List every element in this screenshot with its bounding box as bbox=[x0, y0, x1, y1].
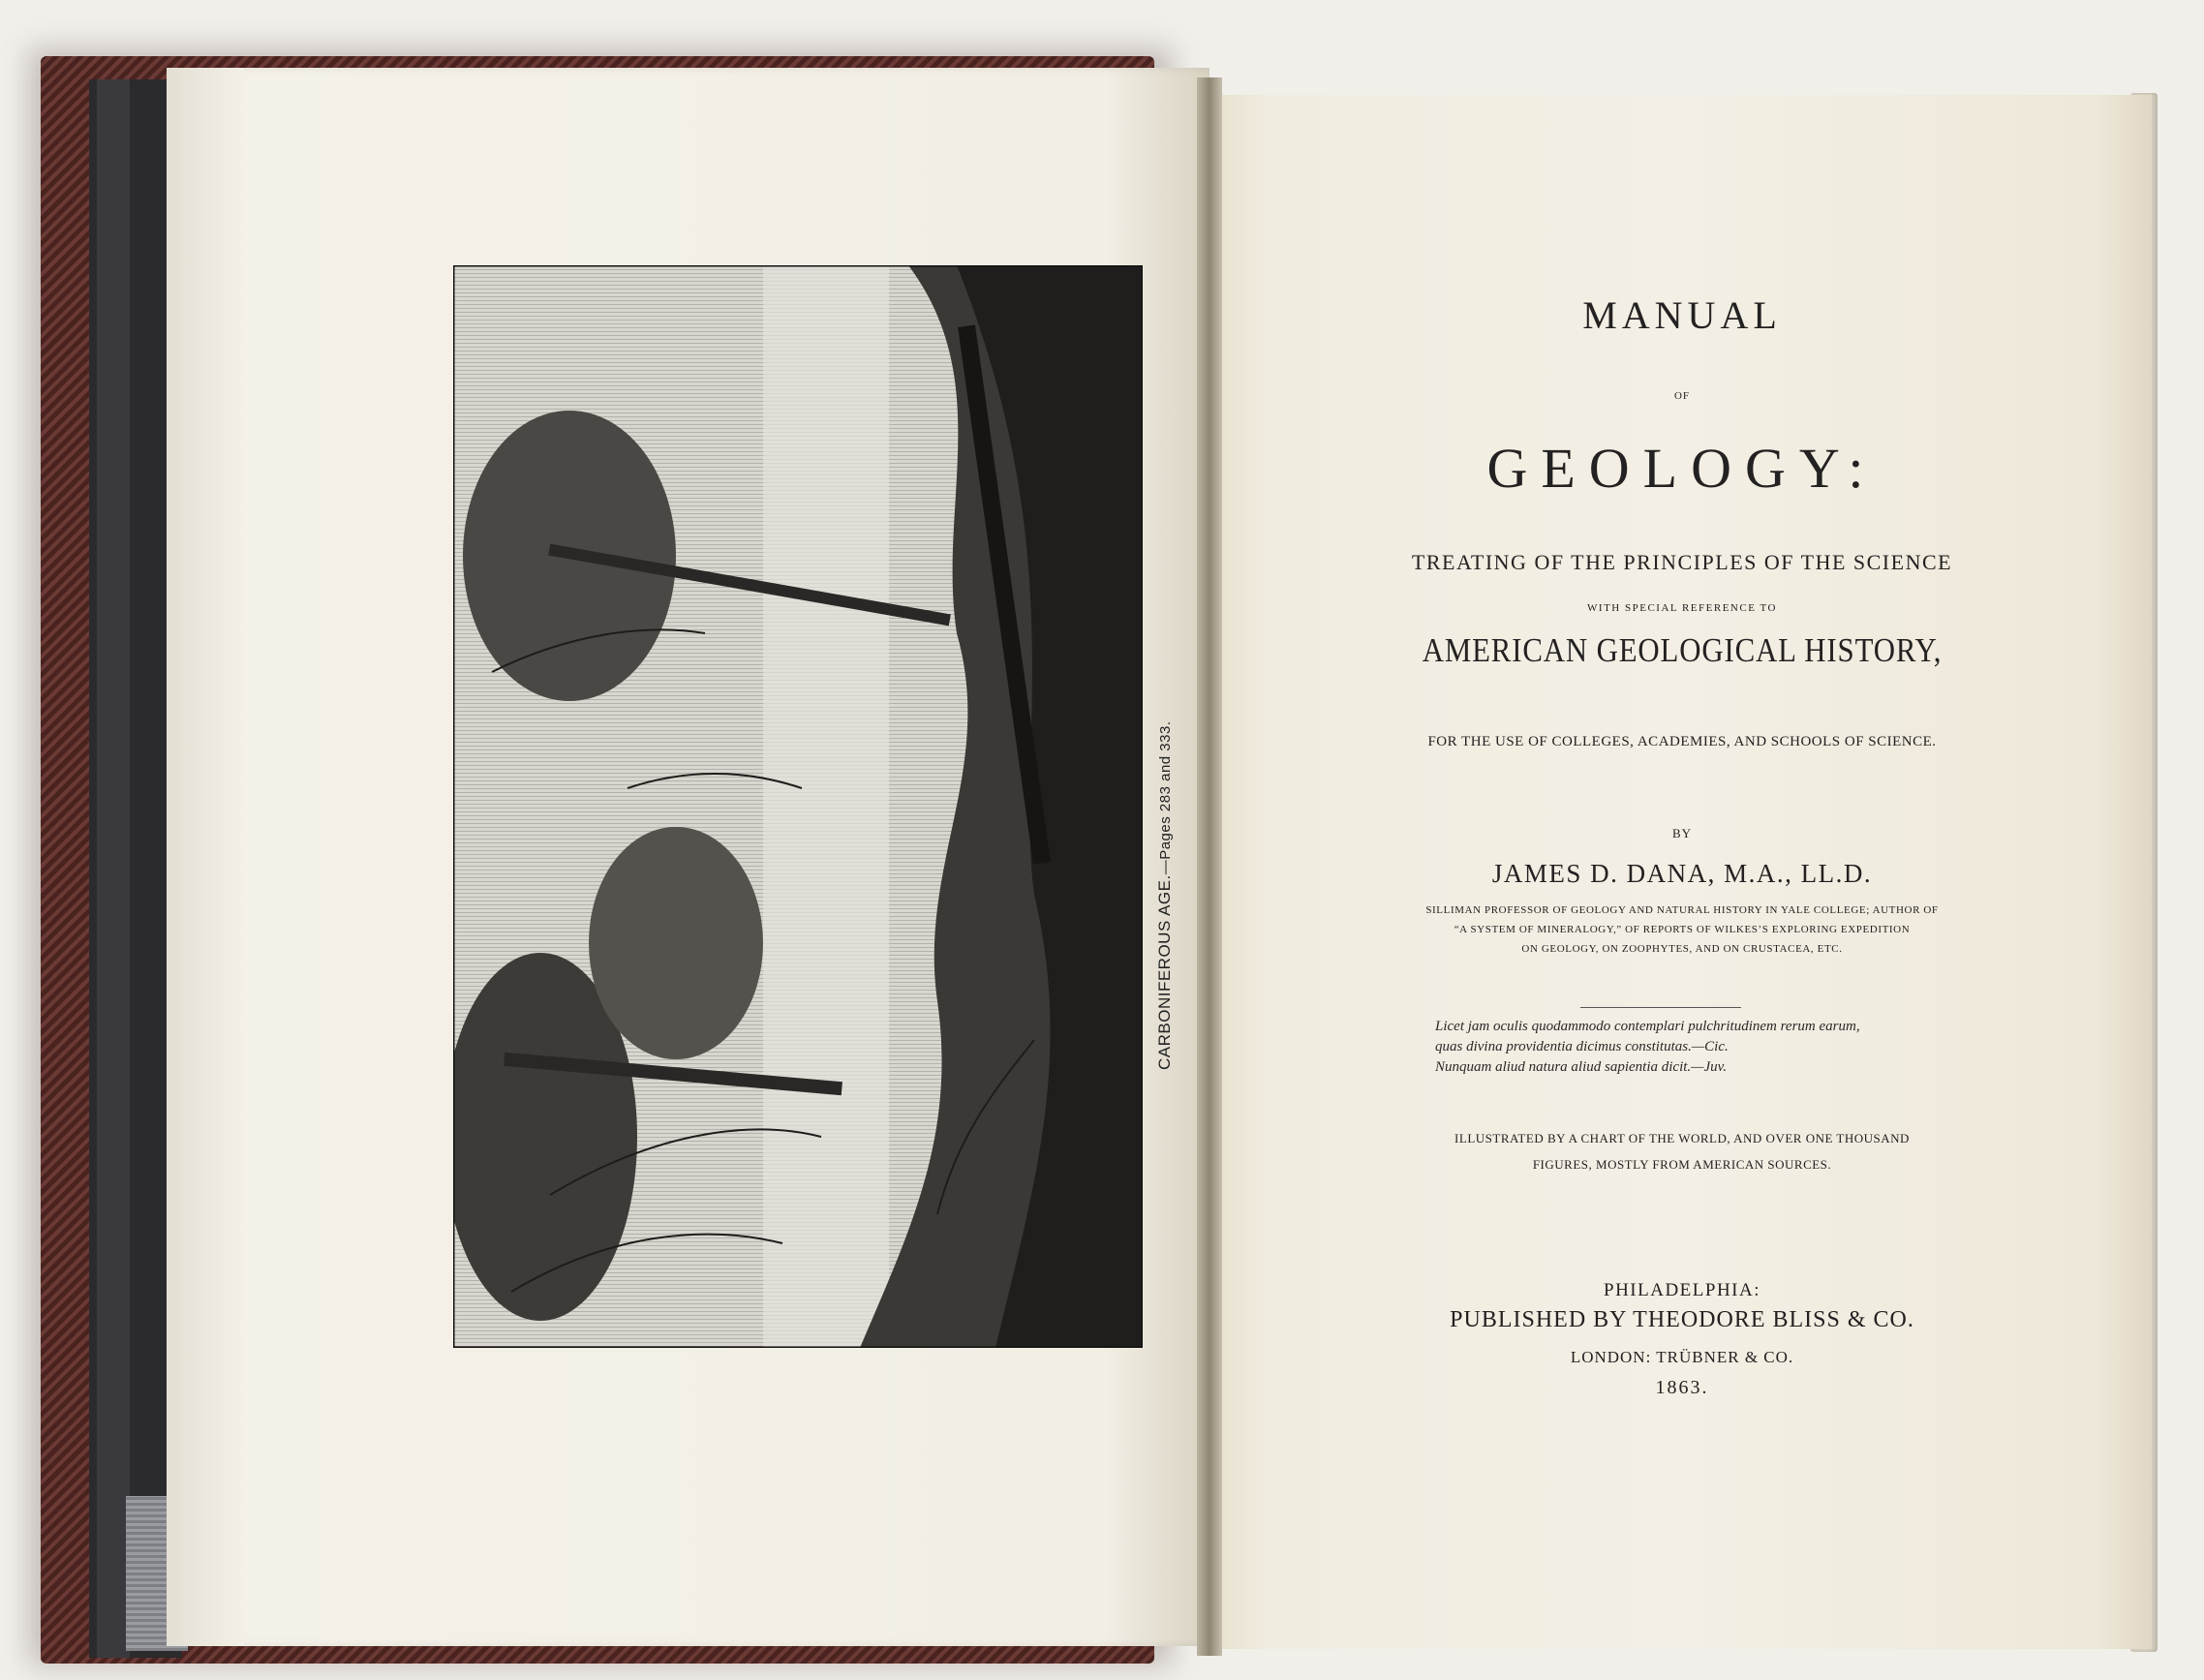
caption-title: CARBONIFEROUS AGE. bbox=[1155, 874, 1174, 1070]
divider-rule bbox=[1580, 1007, 1741, 1008]
publication-place: PHILADELPHIA: bbox=[1604, 1280, 1760, 1300]
author-credentials-line: SILLIMAN PROFESSOR OF GEOLOGY AND NATURAL HISTORY IN YALE COLLEGE; AUTHOR OF bbox=[1425, 904, 1939, 916]
author-name: JAMES D. DANA, M.A., LL.D. bbox=[1491, 859, 1873, 888]
caption-pages: —Pages 283 and 333. bbox=[1157, 720, 1174, 875]
by-line: BY bbox=[1671, 826, 1693, 840]
illustrated-line: ILLUSTRATED BY A CHART OF THE WORLD, AND OVER ONE THOUSAND bbox=[1454, 1131, 1910, 1145]
frontispiece-caption bbox=[1155, 586, 1180, 1070]
title-manual: MANUAL bbox=[1582, 293, 1782, 337]
page-edge bbox=[167, 68, 244, 1646]
carboniferous-engraving bbox=[453, 265, 1143, 1348]
publisher: PUBLISHED BY THEODORE BLISS & CO. bbox=[1450, 1307, 1914, 1332]
epigraph-line: Nunquam aliud natura aliud sapientia dicit.—Juv. bbox=[1435, 1059, 1727, 1075]
publication-year: 1863. bbox=[1655, 1377, 1709, 1398]
epigraph-line: quas divina providentia dicimus constitutas.—Cic. bbox=[1435, 1039, 1729, 1054]
author-credentials-line: “A SYSTEM OF MINERALOGY,” OF REPORTS OF WILKES’S EXPLORING EXPEDITION bbox=[1454, 924, 1911, 935]
audience-line: FOR THE USE OF COLLEGES, ACADEMIES, AND SCHOOLS OF SCIENCE. bbox=[1427, 734, 1937, 749]
illustrated-line: FIGURES, MOSTLY FROM AMERICAN SOURCES. bbox=[1532, 1157, 1832, 1172]
epigraph bbox=[1435, 1017, 1890, 1078]
london-publisher: LONDON: TRÜBNER & CO. bbox=[1570, 1348, 1794, 1366]
title-of: OF bbox=[1673, 390, 1691, 402]
with-special-reference: WITH SPECIAL REFERENCE TO bbox=[1587, 602, 1777, 614]
epigraph-line: Licet jam oculis quodammodo contemplari pulchritudinem rerum earum, bbox=[1435, 1019, 1860, 1034]
title-geology: GEOLOGY: bbox=[1486, 437, 1878, 500]
spine-strip bbox=[97, 79, 130, 1658]
subject-line: AMERICAN GEOLOGICAL HISTORY, bbox=[1422, 631, 1943, 669]
subtitle: TREATING OF THE PRINCIPLES OF THE SCIENCE bbox=[1411, 550, 1953, 574]
author-credentials-line: ON GEOLOGY, ON ZOOPHYTES, AND ON CRUSTACEA, ETC. bbox=[1521, 943, 1843, 955]
